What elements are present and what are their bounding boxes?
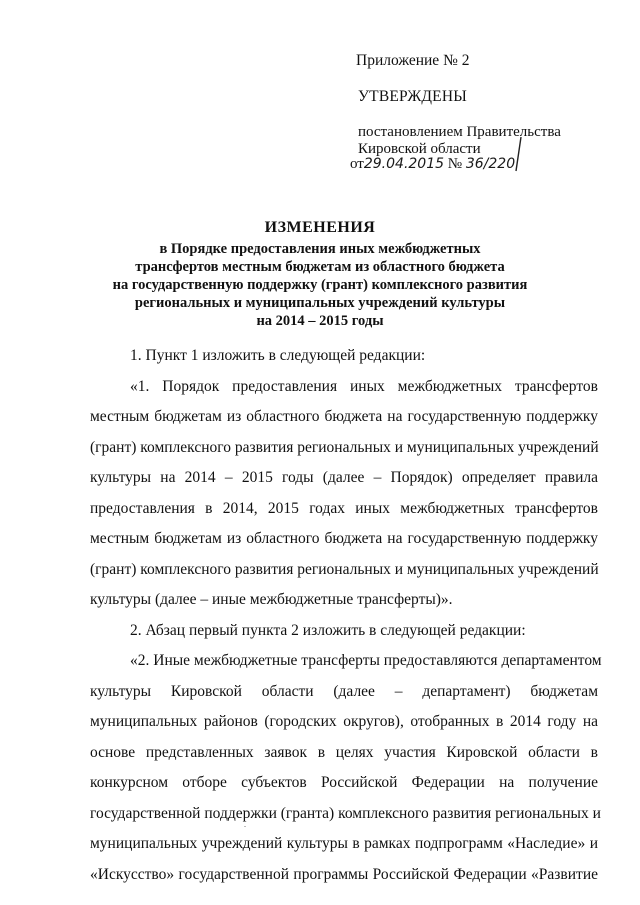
- title-line: трансфертов местным бюджетам из областного бюджета: [135, 259, 505, 275]
- scan-speck: [244, 826, 246, 827]
- title-line: региональных и муниципальных учреждений культуры: [134, 295, 506, 311]
- body-line: конкурсном отборе субъектов Российской Федерации на получение: [90, 774, 598, 791]
- body-line: государственной поддержки (гранта) комплексного развития региональных и: [90, 805, 601, 822]
- title-line: в Порядке предоставления иных межбюджетных: [159, 241, 481, 257]
- body-line: местным бюджетам из областного бюджета на государственную поддержку: [90, 530, 598, 547]
- body-line: культуры на 2014 – 2015 годы (далее – Порядок) определяет правила: [90, 469, 598, 486]
- body-line: основе представленных заявок в целях участия Кировской области в: [90, 744, 598, 761]
- decree-date: 29.04.2015: [363, 156, 445, 172]
- approved-label: УТВЕРЖДЕНЫ: [358, 88, 467, 105]
- body-line: 2. Абзац первый пункта 2 изложить в следующей редакции:: [130, 622, 526, 639]
- decree-number-label: №: [447, 156, 463, 172]
- body-line: «2. Иные межбюджетные трансферты предоставляются департаментом: [130, 652, 602, 669]
- decree-number: 36/220: [465, 156, 516, 172]
- body-line: «Искусство» государственной программы Российской Федерации «Развитие: [90, 866, 598, 883]
- body-line: (грант) комплексного развития региональных и муниципальных учреждений: [90, 561, 599, 578]
- title-line: на 2014 – 2015 годы: [256, 313, 384, 329]
- body-line: предоставления в 2014, 2015 годах иных межбюджетных трансфертов: [90, 500, 598, 517]
- document-title: ИЗМЕНЕНИЯ: [264, 219, 376, 236]
- body-line: муниципальных районов (городских округов), отобранных в 2014 году на: [90, 713, 598, 730]
- appendix-label: Приложение № 2: [356, 52, 470, 69]
- handwritten-slash-mark: [389, 131, 569, 179]
- body-line: культуры Кировской области (далее – департамент) бюджетам: [90, 683, 598, 700]
- body-line: «1. Порядок предоставления иных межбюджетных трансфертов: [130, 378, 598, 395]
- decree-line-2: Кировской области: [358, 141, 481, 157]
- body-line: местным бюджетам из областного бюджета на государственную поддержку: [90, 408, 598, 425]
- body-line: культуры (далее – иные межбюджетные трансферты)».: [90, 591, 453, 608]
- decree-prefix: от: [350, 156, 364, 172]
- body-line: 1. Пункт 1 изложить в следующей редакции:: [130, 347, 426, 364]
- body-line: (грант) комплексного развития региональных и муниципальных учреждений: [90, 439, 599, 456]
- title-line: на государственную поддержку (грант) комплексного развития: [112, 277, 528, 293]
- body-line: муниципальных учреждений культуры в рамках подпрограмм «Наследие» и: [90, 835, 598, 852]
- decree-line-1: постановлением Правительства: [358, 124, 561, 140]
